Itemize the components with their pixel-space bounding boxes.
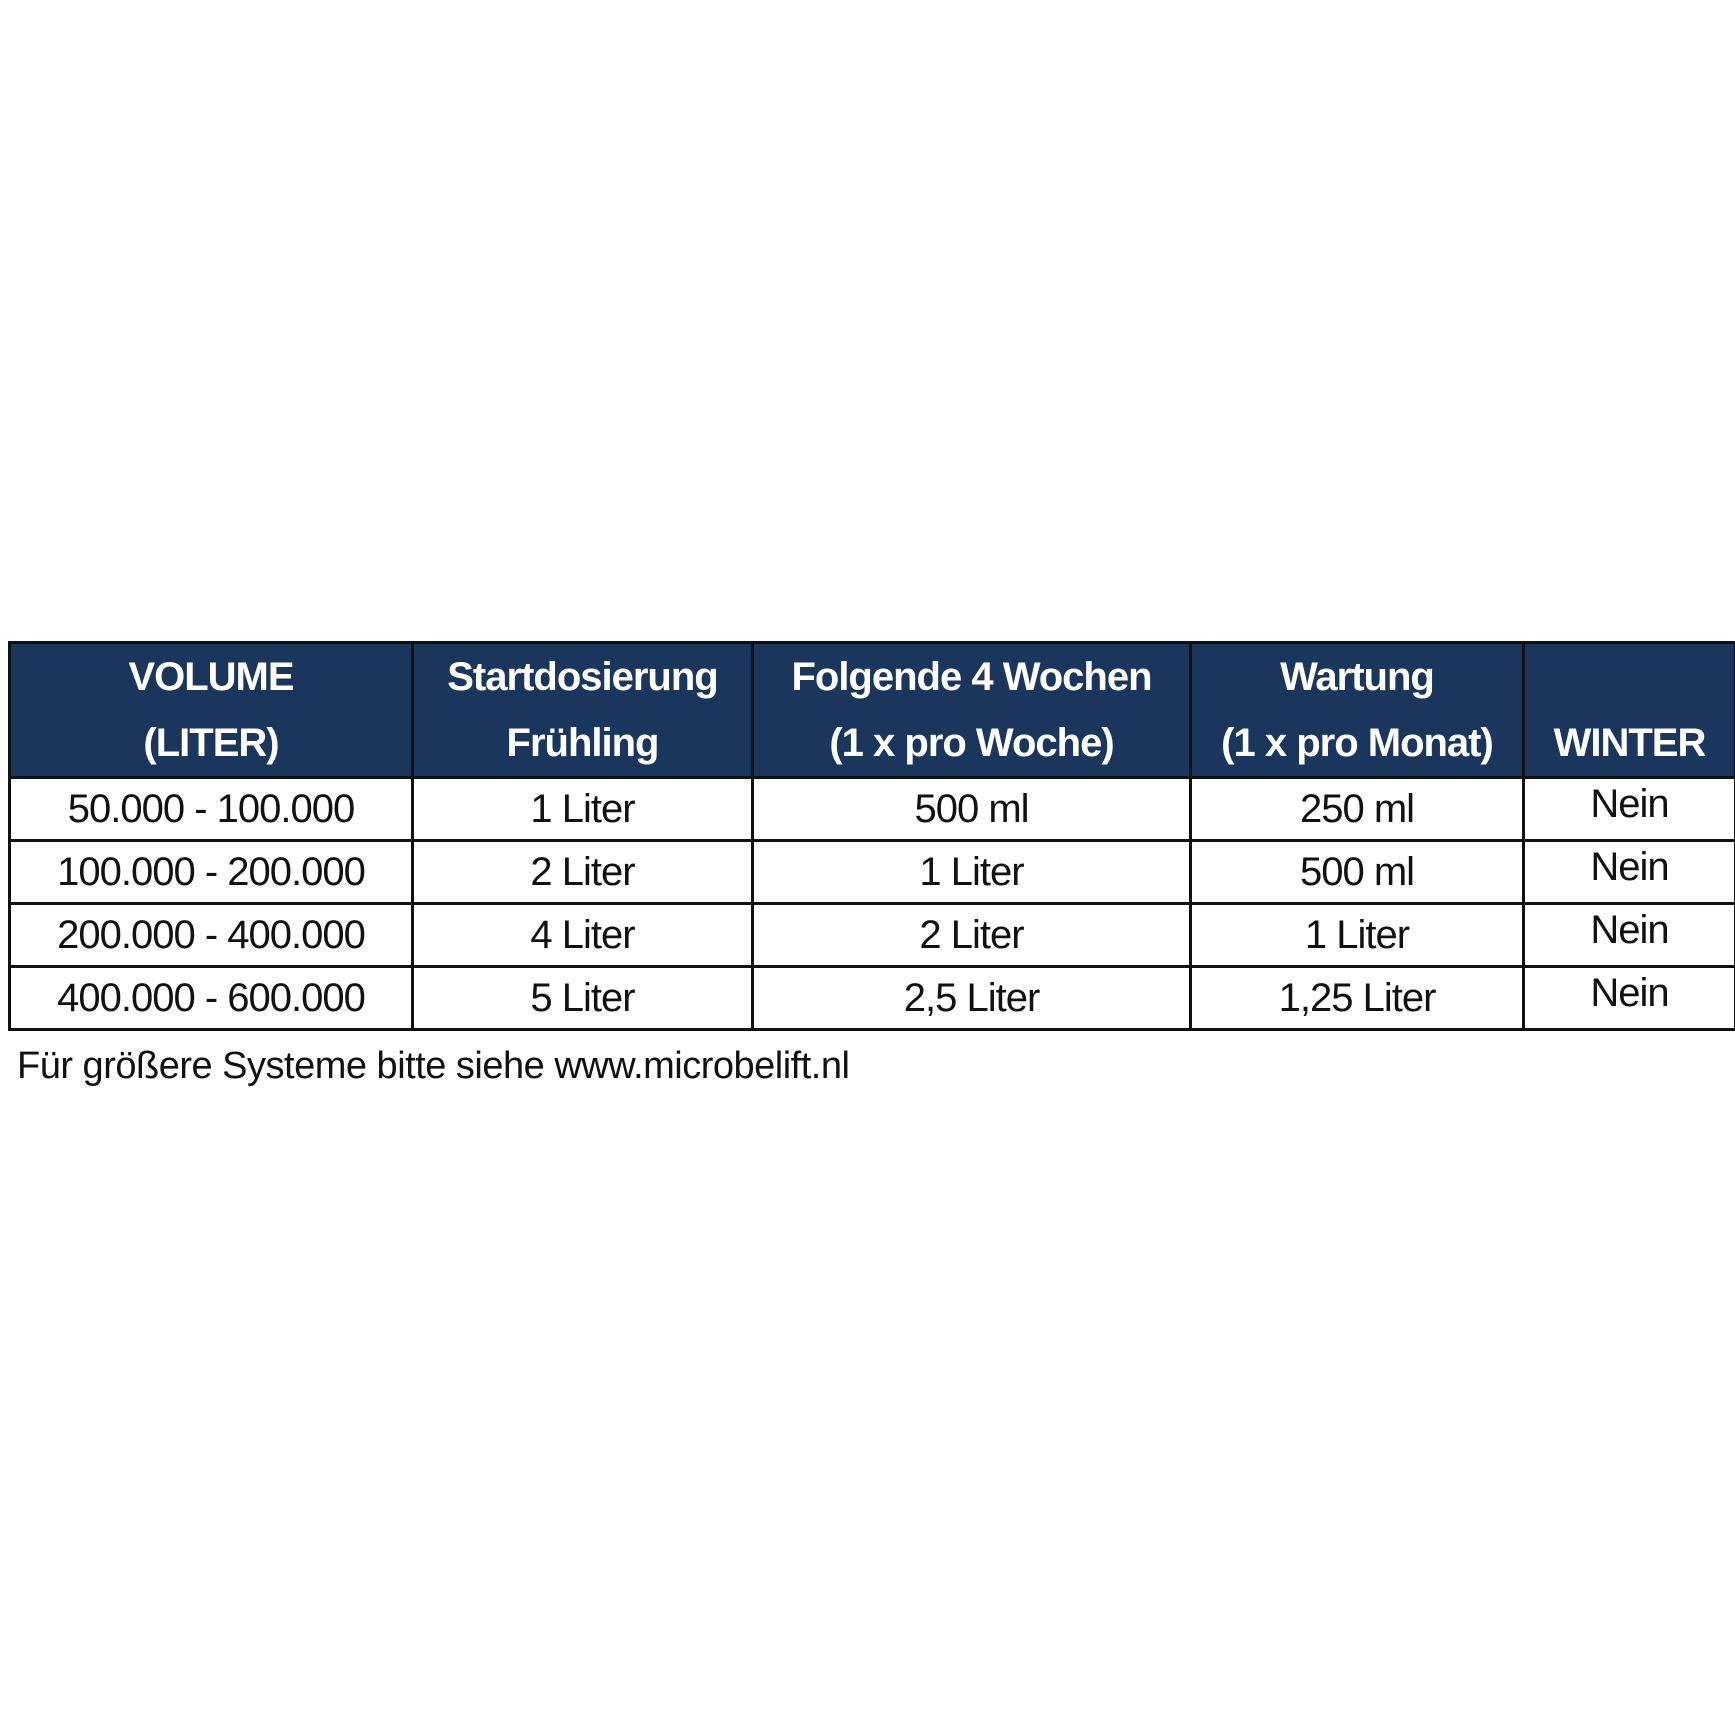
header-following-weeks: Folgende 4 Wochen (1 x pro Woche): [753, 643, 1191, 778]
header-start-dose: Startdosierung Frühling: [413, 643, 753, 778]
cell-winter: Nein: [1524, 778, 1735, 841]
cell-volume: 200.000 - 400.000: [10, 904, 413, 967]
header-maintenance: Wartung (1 x pro Monat): [1191, 643, 1524, 778]
cell-winter: Nein: [1524, 904, 1735, 967]
cell-volume: 50.000 - 100.000: [10, 778, 413, 841]
cell-start-dose: 5 Liter: [413, 967, 753, 1030]
cell-maintenance: 500 ml: [1191, 841, 1524, 904]
cell-maintenance: 250 ml: [1191, 778, 1524, 841]
cell-following-weeks: 2,5 Liter: [753, 967, 1191, 1030]
cell-winter: Nein: [1524, 841, 1735, 904]
table-row: [10, 841, 1735, 904]
header-volume: VOLUME (LITER): [10, 643, 413, 778]
cell-start-dose: 4 Liter: [413, 904, 753, 967]
cell-following-weeks: 1 Liter: [753, 841, 1191, 904]
footnote-text: Für größere Systeme bitte siehe www.microbelift.nl: [17, 1045, 850, 1087]
cell-start-dose: 1 Liter: [413, 778, 753, 841]
table-row: [10, 904, 1735, 967]
dosage-table-container: [8, 641, 1734, 1031]
table-row: [10, 967, 1735, 1030]
cell-maintenance: 1 Liter: [1191, 904, 1524, 967]
cell-following-weeks: 2 Liter: [753, 904, 1191, 967]
cell-following-weeks: 500 ml: [753, 778, 1191, 841]
cell-maintenance: 1,25 Liter: [1191, 967, 1524, 1030]
header-winter: WINTER: [1524, 643, 1735, 778]
cell-volume: 100.000 - 200.000: [10, 841, 413, 904]
table-row: [10, 778, 1735, 841]
dosage-table: [8, 641, 1735, 1031]
table-header-row: [10, 643, 1735, 778]
cell-start-dose: 2 Liter: [413, 841, 753, 904]
cell-volume: 400.000 - 600.000: [10, 967, 413, 1030]
cell-winter: Nein: [1524, 967, 1735, 1030]
